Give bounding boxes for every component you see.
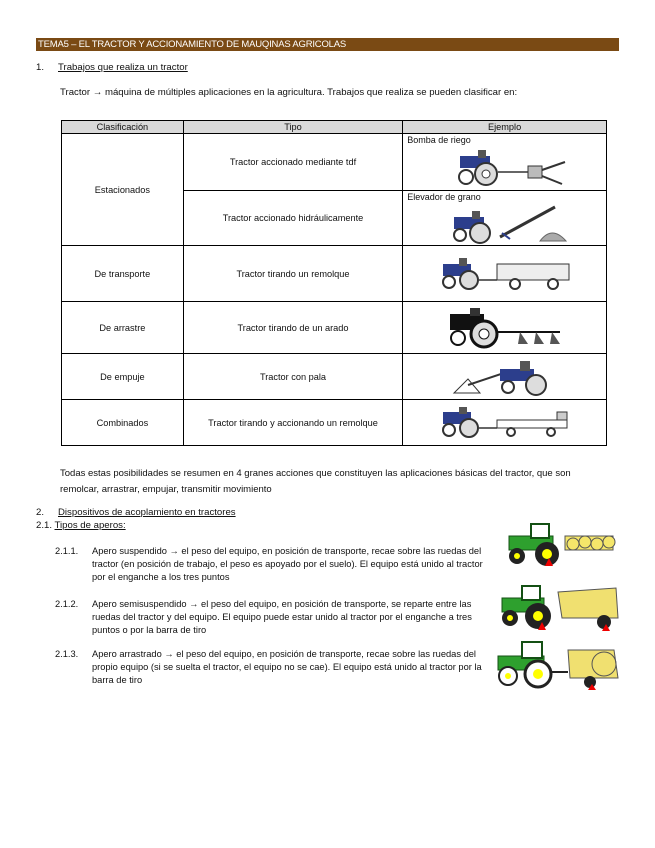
tractor-trailed-implement-icon (494, 640, 624, 690)
table-row (62, 400, 607, 446)
section-number: 2. (36, 507, 45, 518)
section-1-intro: Tractor → máquina de múltiples aplicaciones en la agricultura. Trabajos que realiza se pueden clasificar en: (60, 87, 518, 98)
table-cell-tipo: Tractor accionado mediante tdf (183, 134, 402, 191)
summary-paragraph: Todas estas posibilidades se resumen en 4 granes acciones que constituyen las aplicaciones básicas del tractor, que son remolcar, arrastrar, empujar, transmitir movimiento (60, 468, 571, 495)
subsection-number: 2.1. (36, 520, 53, 531)
table-cell-ejemplo (403, 191, 607, 246)
item-text: Apero arrastrado → el peso del equipo, en posición de transporte, recae sobre las ruedas del propio equipo (si se suelta el tractor, el equipo no se cae). El equipo está unido al tractor por la barra de tiro (92, 649, 482, 685)
table-cell-ejemplo (403, 400, 607, 446)
section-title: Trabajos que realiza un tractor (58, 62, 188, 73)
table-cell-tipo: Tractor accionado hidráulicamente (183, 191, 402, 246)
table-cell-clasificacion: De arrastre (62, 302, 184, 354)
column-header: Tipo (183, 121, 402, 134)
tractor-irrigation-pump-icon (440, 148, 570, 190)
table-cell-clasificacion: De transporte (62, 246, 184, 302)
table-cell-clasificacion: Estacionados (62, 134, 184, 246)
tractor-mounted-implement-icon (503, 522, 621, 568)
table-cell-tipo: Tractor tirando y accionando un remolque (183, 400, 402, 446)
table-header-row (62, 121, 607, 134)
tractor-plow-icon (440, 306, 570, 350)
item-text: Apero suspendido → el peso del equipo, en posición de transporte, recae sobre las ruedas del tractor (en posición de trabajo, el peso es apoyado por el suelo). El equipo está unido al tractor por el enganche a los tres puntos (92, 546, 483, 582)
section-title: Dispositivos de acoplamiento en tractores (58, 507, 236, 518)
subsection-title: Tipos de aperos: (54, 520, 126, 531)
table-cell-tipo: Tractor tirando de un arado (183, 302, 402, 354)
example-label: Bomba de riego (407, 135, 471, 145)
table-cell-tipo: Tractor con pala (183, 354, 402, 400)
table-cell-clasificacion: Combinados (62, 400, 184, 446)
tractor-trailer-icon (435, 256, 575, 292)
item-number: 2.1.2. (55, 599, 79, 609)
section-2-heading (36, 507, 236, 518)
table-cell-ejemplo (403, 246, 607, 302)
table-row (62, 134, 607, 191)
tractor-work-table (61, 120, 607, 446)
table-cell-ejemplo (403, 354, 607, 400)
section-number: 1. (36, 62, 45, 73)
table-cell-clasificacion: De empuje (62, 354, 184, 400)
table-cell-tipo: Tractor tirando un remolque (183, 246, 402, 302)
item-number: 2.1.3. (55, 649, 79, 659)
subsection-heading (36, 520, 126, 531)
item-number: 2.1.1. (55, 546, 79, 556)
table-row (62, 354, 607, 400)
tractor-grain-elevator-icon (440, 203, 570, 245)
tractor-semi-mounted-implement-icon (498, 582, 624, 632)
item-text: Apero semisuspendido → el peso del equipo, en posición de transporte, se reparte entre las ruedas del tractor y del equipo. El equipo puede estar unido al tractor por el enganche a tres puntos o por la barra de tiro (92, 599, 472, 635)
chapter-header: TEMA5 – EL TRACTOR Y ACCIONAMIENTO DE MAUQINAS AGRICOLAS (36, 38, 619, 51)
tractor-powered-trailer-icon (435, 406, 575, 440)
table-row (62, 246, 607, 302)
column-header: Ejemplo (403, 121, 607, 134)
section-1-heading (36, 62, 188, 73)
column-header: Clasificación (62, 121, 184, 134)
table-row (62, 302, 607, 354)
table-cell-ejemplo (403, 302, 607, 354)
tractor-loader-icon (450, 357, 560, 397)
table-cell-ejemplo (403, 134, 607, 191)
example-label: Elevador de grano (407, 192, 481, 202)
